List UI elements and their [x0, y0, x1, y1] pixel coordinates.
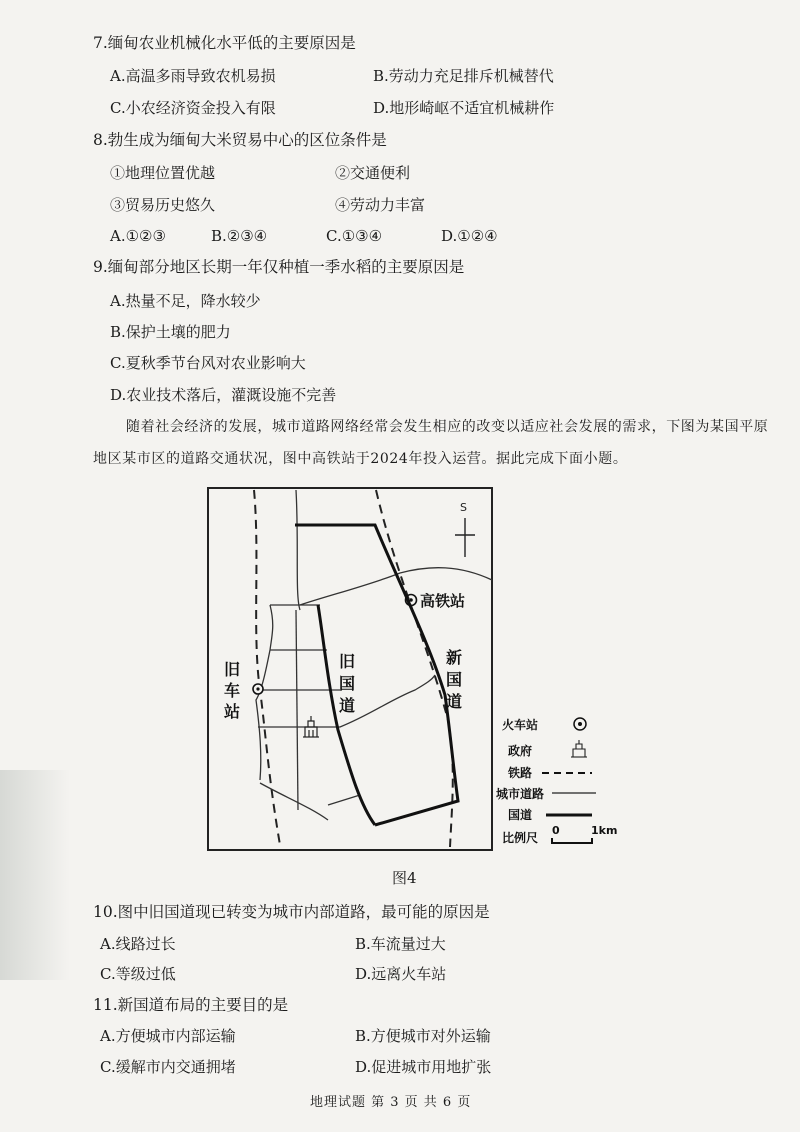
figure-caption: 图4 — [392, 869, 417, 887]
highways — [295, 525, 458, 825]
old-highway-char-1: 旧 — [339, 652, 356, 671]
old-station-char-1: 旧 — [224, 660, 241, 679]
q8-item-4: ④劳动力丰富 — [335, 196, 426, 214]
q7-stem: 7.缅甸农业机械化水平低的主要原因是 — [93, 34, 356, 52]
north-arrow — [455, 501, 475, 557]
q8-item-1: ①地理位置优越 — [110, 164, 216, 182]
q9-option-b: B.保护土壤的肥力 — [110, 323, 231, 341]
q10-option-a: A.线路过长 — [100, 935, 176, 953]
page-footer: 地理试题 第 3 页 共 6 页 — [310, 1095, 472, 1110]
hsr-station-label: 高铁站 — [420, 592, 466, 610]
new-highway-char-2: 国 — [446, 670, 463, 689]
q10-option-c: C.等级过低 — [100, 965, 176, 983]
scale-end-label: 1km — [591, 824, 618, 837]
q10-option-b: B.车流量过大 — [355, 935, 446, 953]
q8-option-b: B.②③④ — [211, 227, 268, 245]
legend-highway-label: 国道 — [508, 808, 533, 822]
railway-east — [376, 490, 453, 847]
q8-item-2: ②交通便利 — [335, 164, 411, 182]
old-highway-char-2: 国 — [339, 674, 356, 693]
legend — [496, 717, 617, 845]
q10-stem: 10.图中旧国道现已转变为城市内部道路，最可能的原因是 — [93, 903, 490, 921]
scan-shadow — [0, 770, 70, 980]
q8-option-d: D.①②④ — [441, 227, 498, 245]
old-station-char-3: 站 — [224, 702, 241, 721]
q9-option-d: D.农业技术落后，灌溉设施不完善 — [110, 386, 337, 404]
north-label: S — [460, 501, 467, 514]
new-highway-char-1: 新 — [446, 648, 463, 667]
legend-station-icon — [574, 718, 586, 730]
legend-scale-label: 比例尺 — [502, 831, 539, 845]
legend-government-label: 政府 — [508, 744, 533, 758]
intro-line-2: 地区某市区的道路交通状况，图中高铁站于2024年投入运营。据此完成下面小题。 — [93, 451, 628, 467]
q8-item-3: ③贸易历史悠久 — [110, 196, 216, 214]
legend-city-road-label: 城市道路 — [496, 787, 545, 801]
scale-bar — [552, 838, 592, 843]
q11-option-a: A.方便城市内部运输 — [100, 1027, 236, 1045]
q7-option-c: C.小农经济资金投入有限 — [110, 99, 276, 117]
old-station-marker — [253, 684, 263, 694]
q7-option-a: A.高温多雨导致农机易损 — [110, 67, 276, 85]
legend-railway-label: 铁路 — [508, 766, 533, 780]
q11-option-d: D.促进城市用地扩张 — [355, 1058, 492, 1076]
q10-option-d: D.远离火车站 — [355, 965, 447, 983]
legend-station-label: 火车站 — [502, 718, 539, 732]
q9-stem: 9.缅甸部分地区长期一年仅种植一季水稻的主要原因是 — [93, 258, 465, 276]
q7-option-d: D.地形崎岖不适宜机械耕作 — [373, 99, 555, 117]
q11-option-c: C.缓解市内交通拥堵 — [100, 1058, 236, 1076]
scale-zero-label: 0 — [552, 824, 560, 837]
q8-stem: 8.勃生成为缅甸大米贸易中心的区位条件是 — [93, 131, 387, 149]
hsr-station-marker — [406, 592, 466, 610]
q8-option-a: A.①②③ — [110, 227, 166, 245]
legend-government-icon — [571, 740, 587, 757]
government-icon — [303, 716, 319, 737]
old-station-char-2: 车 — [224, 681, 241, 700]
q9-option-a: A.热量不足，降水较少 — [110, 292, 261, 310]
q11-stem: 11.新国道布局的主要目的是 — [93, 996, 289, 1014]
q8-option-c: C.①③④ — [326, 227, 383, 245]
road-map — [200, 485, 630, 855]
q11-option-b: B.方便城市对外运输 — [355, 1027, 491, 1045]
old-highway-char-3: 道 — [339, 696, 356, 715]
new-highway-char-3: 道 — [446, 692, 463, 711]
intro-line-1: 随着社会经济的发展，城市道路网络经常会发生相应的改变以适应社会发展的需求，下图为某国平原 — [126, 419, 769, 435]
q9-option-c: C.夏秋季节台风对农业影响大 — [110, 354, 306, 372]
q7-option-b: B.劳动力充足排斥机械替代 — [373, 67, 554, 85]
